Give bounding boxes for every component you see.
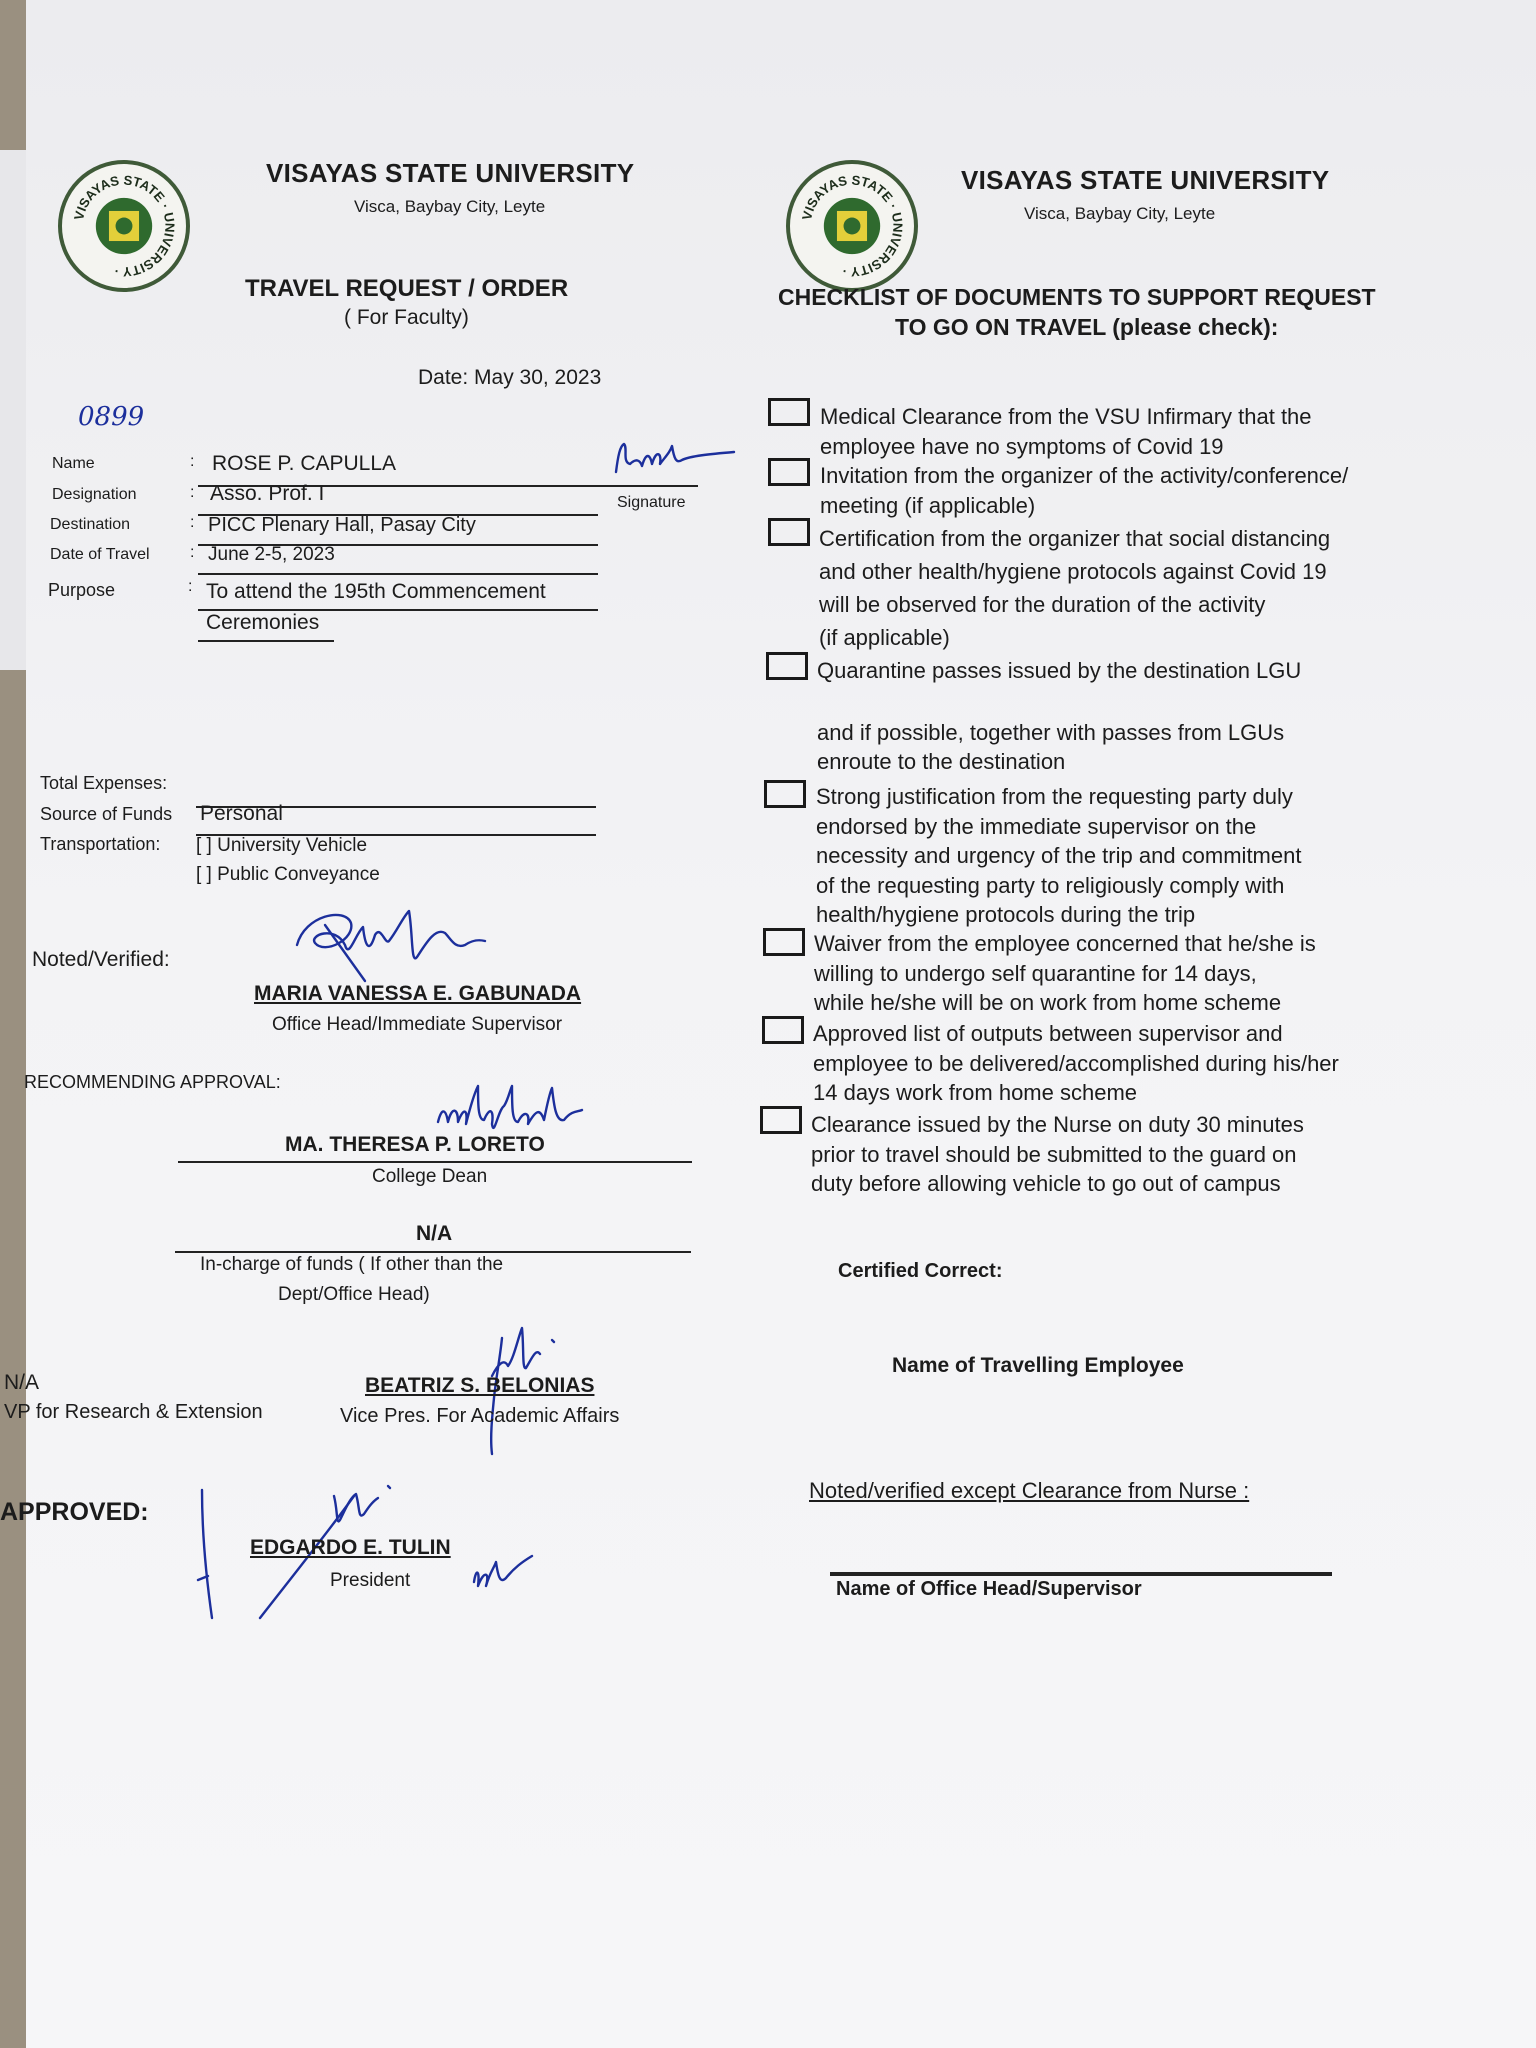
colon: :	[190, 514, 195, 531]
name-label: Name	[52, 455, 95, 472]
dean-signature	[432, 1080, 592, 1140]
vp-academic-title: Vice Pres. For Academic Affairs	[340, 1405, 620, 1427]
certified-correct-label: Certified Correct:	[838, 1260, 1003, 1282]
university-seal-right	[786, 160, 918, 292]
funds-incharge-title-2: Dept/Office Head)	[278, 1284, 430, 1305]
total-expenses-label: Total Expenses:	[40, 773, 168, 793]
office-head-label: Name of Office Head/Supervisor	[836, 1578, 1142, 1600]
dean-underline	[178, 1161, 692, 1163]
university-name-left: VISAYAS STATE UNIVERSITY	[266, 158, 635, 188]
funds-incharge-title-1: In-charge of funds ( If other than the	[200, 1254, 504, 1275]
date-of-travel-value: June 2-5, 2023	[208, 544, 335, 565]
checklist-item-certification: Certification from the organizer that social distancing and other health/hygiene protocols against Covid 19 will be observed for the duration of the activity (if applicable)	[819, 526, 1331, 650]
colon: :	[190, 453, 195, 470]
president-title: President	[330, 1570, 411, 1591]
checklist-item-outputs: Approved list of outputs between supervisor and employee to be delivered/accomplished during his/her 14 days work from home scheme	[813, 1021, 1339, 1105]
form-title: TRAVEL REQUEST / ORDER	[245, 275, 569, 302]
transport-option-university-vehicle: [ ] University Vehicle	[196, 835, 368, 856]
checklist-title-line2: TO GO ON TRAVEL (please check):	[895, 314, 1279, 340]
purpose-value-line1: To attend the 195th Commencement	[206, 580, 546, 603]
colon: :	[190, 544, 195, 561]
checklist-checkbox-waiver[interactable]	[763, 928, 805, 956]
university-seal-left	[58, 160, 190, 292]
purpose-underline-2	[198, 640, 334, 642]
dean-title: College Dean	[372, 1166, 488, 1187]
supervisor-signature	[285, 905, 495, 993]
university-address-right: Visca, Baybay City, Leyte	[1024, 204, 1216, 223]
purpose-label: Purpose	[48, 580, 116, 600]
signature-label: Signature	[617, 494, 686, 511]
colon: :	[190, 484, 195, 501]
purpose-value-line2: Ceremonies	[206, 611, 320, 634]
dean-name: MA. THERESA P. LORETO	[285, 1133, 545, 1156]
svg-text:VISAYAS STATE · UNIVERSITY ·: VISAYAS STATE · UNIVERSITY ·	[71, 172, 178, 280]
source-of-funds-label: Source of Funds	[40, 804, 173, 824]
checklist-checkbox-medical[interactable]	[768, 398, 810, 426]
supervisor-name: MARIA VANESSA E. GABUNADA	[254, 982, 582, 1005]
office-head-signature-line	[830, 1572, 1332, 1576]
form-subtitle: ( For Faculty)	[344, 306, 469, 329]
name-value: ROSE P. CAPULLA	[212, 452, 397, 475]
transportation-label: Transportation:	[40, 834, 161, 854]
checklist-checkbox-justification[interactable]	[764, 780, 806, 808]
funds-incharge-underline	[175, 1251, 691, 1253]
checklist-item-quarantine: Quarantine passes issued by the destination LGU and if possible, together with passes from LGUs enroute to the destination	[817, 658, 1302, 774]
university-address-left: Visca, Baybay City, Leyte	[354, 197, 546, 216]
checklist-item-medical: Medical Clearance from the VSU Infirmary that the employee have no symptoms of Covid 19	[820, 404, 1312, 459]
funds-incharge-name: N/A	[416, 1222, 453, 1245]
recommending-approval-label: RECOMMENDING APPROVAL:	[24, 1072, 281, 1092]
transport-option-public-conveyance: [ ] Public Conveyance	[196, 864, 380, 885]
checklist-checkbox-nurse-clearance[interactable]	[760, 1106, 802, 1134]
checklist-checkbox-outputs[interactable]	[762, 1016, 804, 1044]
handwritten-note: 0899	[78, 402, 145, 432]
checklist-item-justification: Strong justification from the requesting party duly endorsed by the immediate supervisor on the necessity and urgency of the trip and commitment of the requesting party to religiously comply with health/hygiene protocols during the trip	[816, 784, 1302, 927]
checklist-item-waiver: Waiver from the employee concerned that he/she is willing to undergo self quarantine for 14 days, while he/she will be on work from home scheme	[814, 931, 1316, 1015]
form-date: Date: May 30, 2023	[418, 366, 602, 389]
noted-except-label: Noted/verified except Clearance from Nurse :	[809, 1478, 1250, 1503]
applicant-signature	[610, 438, 740, 482]
approved-label: APPROVED:	[0, 1498, 149, 1526]
checklist-item-invitation: Invitation from the organizer of the activity/conference/ meeting (if applicable)	[820, 463, 1349, 518]
checklist-title-line1: CHECKLIST OF DOCUMENTS TO SUPPORT REQUEST	[778, 284, 1376, 310]
date-of-travel-label: Date of Travel	[50, 546, 150, 563]
destination-label: Destination	[50, 516, 131, 533]
checklist-item-nurse-clearance: Clearance issued by the Nurse on duty 30 minutes prior to travel should be submitted to the guard on duty before allowing vehicle to go out of campus	[811, 1112, 1304, 1196]
president-name: EDGARDO E. TULIN	[250, 1536, 451, 1559]
svg-text:VISAYAS STATE · UNIVERSITY ·: VISAYAS STATE · UNIVERSITY ·	[799, 172, 906, 280]
designation-value: Asso. Prof. I	[210, 482, 325, 505]
supervisor-title: Office Head/Immediate Supervisor	[272, 1014, 563, 1035]
vp-research-title: VP for Research & Extension	[4, 1401, 263, 1423]
destination-value: PICC Plenary Hall, Pasay City	[208, 514, 476, 536]
vp-academic-name: BEATRIZ S. BELONIAS	[365, 1374, 595, 1397]
date-of-travel-underline	[198, 573, 598, 575]
checklist-checkbox-certification[interactable]	[768, 518, 810, 546]
checklist-checkbox-quarantine[interactable]	[766, 652, 808, 680]
checklist-checkbox-invitation[interactable]	[768, 458, 810, 486]
designation-label: Designation	[52, 486, 137, 503]
travelling-employee-label: Name of Travelling Employee	[892, 1354, 1184, 1377]
source-of-funds-value: Personal	[200, 802, 283, 825]
vp-research-name: N/A	[4, 1371, 40, 1394]
university-name-right: VISAYAS STATE UNIVERSITY	[961, 165, 1330, 195]
noted-verified-label: Noted/Verified:	[32, 948, 170, 971]
colon: :	[188, 578, 193, 595]
